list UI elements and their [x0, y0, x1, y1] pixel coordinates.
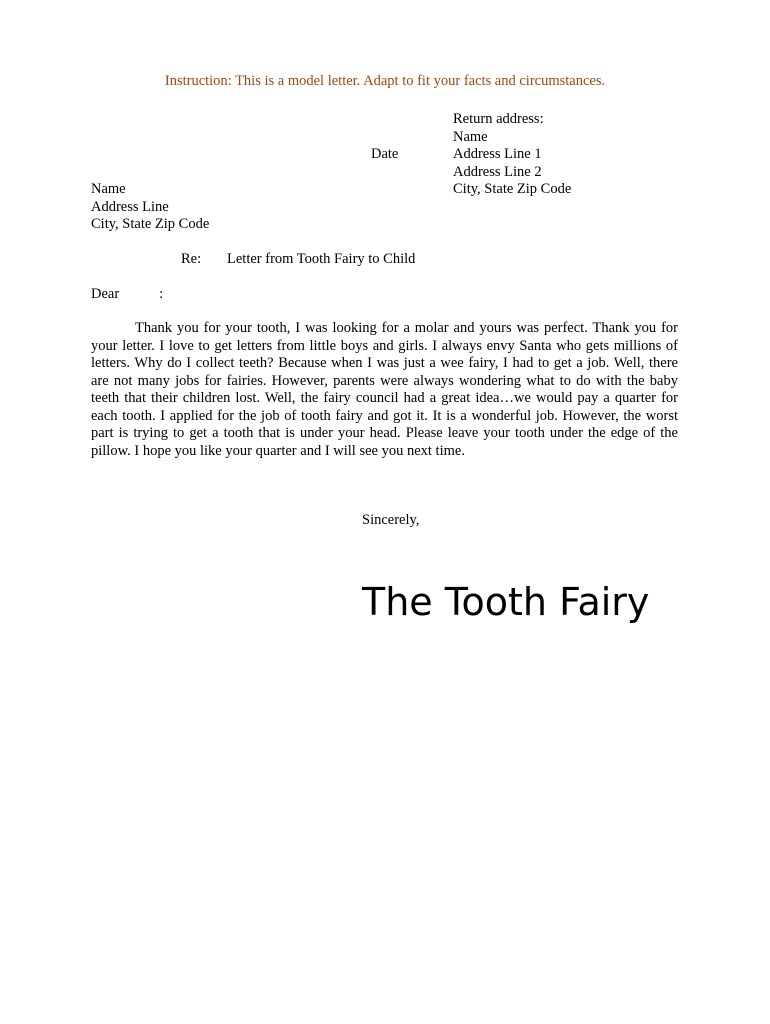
return-address-city-state-zip: City, State Zip Code: [453, 181, 572, 197]
letter-body: Thank you for your tooth, I was looking for a molar and yours was perfect. Thank you for your letter. I love to get letters from little boys and girls. I always envy Santa who gets millions of letters. Why do I collect teeth? Because when I was just a wee fairy, I had to get a job. Well, there are not many jobs for fairies. However, parents were always wondering what to do with the baby teeth that their children lost. Well, the fairy council had a great idea…we would pay a quarter for each tooth. I applied for the job of tooth fairy and got it. It is a wonderful job. However, the worst part is trying to get a tooth that is under your head. Please leave your tooth under the edge of the pillow. I hope you like your quarter and I will see you next time.: [91, 320, 678, 459]
recipient-name: Name: [91, 181, 126, 197]
return-address-line1: Address Line 1: [453, 146, 542, 162]
subject-text: Letter from Tooth Fairy to Child: [227, 251, 416, 267]
closing: Sincerely,: [362, 512, 420, 528]
recipient-address-line: Address Line: [91, 198, 169, 215]
subject-label: Re:: [181, 251, 202, 267]
salutation-colon: :: [159, 286, 164, 302]
instruction-note: Instruction: This is a model letter. Adapt to fit your facts and circumstances.: [164, 73, 606, 89]
letter-date: Date: [371, 146, 399, 162]
return-address-block: [453, 111, 571, 199]
recipient-city-state-zip: City, State Zip Code: [91, 216, 210, 232]
salutation: [91, 286, 163, 304]
return-address-line2: Address Line 2: [453, 163, 542, 180]
return-address-name: Name: [453, 128, 488, 145]
return-address-label: Return address:: [453, 111, 544, 127]
signature: The Tooth Fairy: [362, 580, 650, 624]
salutation-word: Dear: [91, 286, 120, 302]
recipient-address-block: [91, 181, 209, 234]
